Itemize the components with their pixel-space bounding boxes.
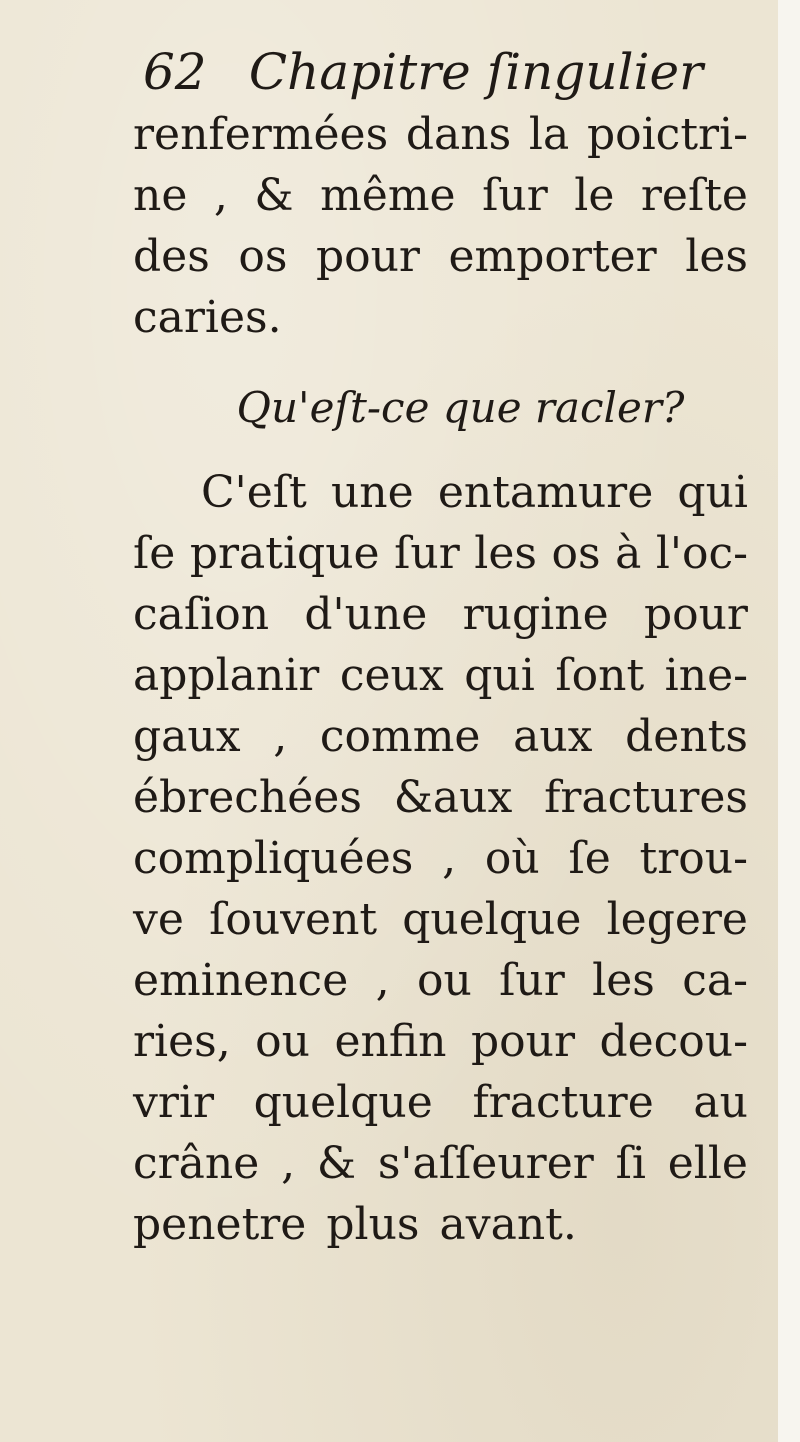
text-line: eminence , ou ſur les ca-	[133, 955, 748, 1006]
page-text	[133, 40, 748, 1255]
text-line: caries.	[133, 292, 282, 343]
text-line: crâne , & s'aſſeurer ſi elle	[133, 1138, 748, 1189]
running-title: Chapitre ſingulier	[248, 43, 704, 101]
text-line: penetre plus avant.	[133, 1199, 577, 1250]
text-line: des os pour emporter les	[133, 231, 748, 282]
text-line: ne , & même ſur le reſte	[133, 170, 748, 221]
text-line: ſe pratique ſur les os à l'oc-	[133, 528, 748, 579]
page-number: 62	[143, 43, 207, 101]
paragraph-1	[133, 104, 748, 348]
question-heading: Qu'eſt-ce que racler?	[236, 383, 685, 432]
text-line: vrir quelque fracture au	[133, 1077, 748, 1128]
text-line: renfermées dans la poictri-	[133, 109, 748, 160]
text-line: applanir ceux qui ſont ine-	[133, 650, 748, 701]
running-head	[133, 40, 748, 104]
paragraph-2	[133, 462, 748, 1255]
text-line: ve ſouvent quelque legere	[133, 894, 748, 945]
text-line: C'eſt une entamure qui	[201, 467, 748, 518]
page-margin	[778, 0, 800, 1442]
text-line: gaux , comme aux dents	[133, 711, 748, 762]
text-line: ries, ou enfin pour decou-	[133, 1016, 748, 1067]
text-line: ébrechées &aux fractures	[133, 772, 748, 823]
text-line: caſion d'une rugine pour	[133, 589, 748, 640]
text-line: compliquées , où ſe trou-	[133, 833, 748, 884]
